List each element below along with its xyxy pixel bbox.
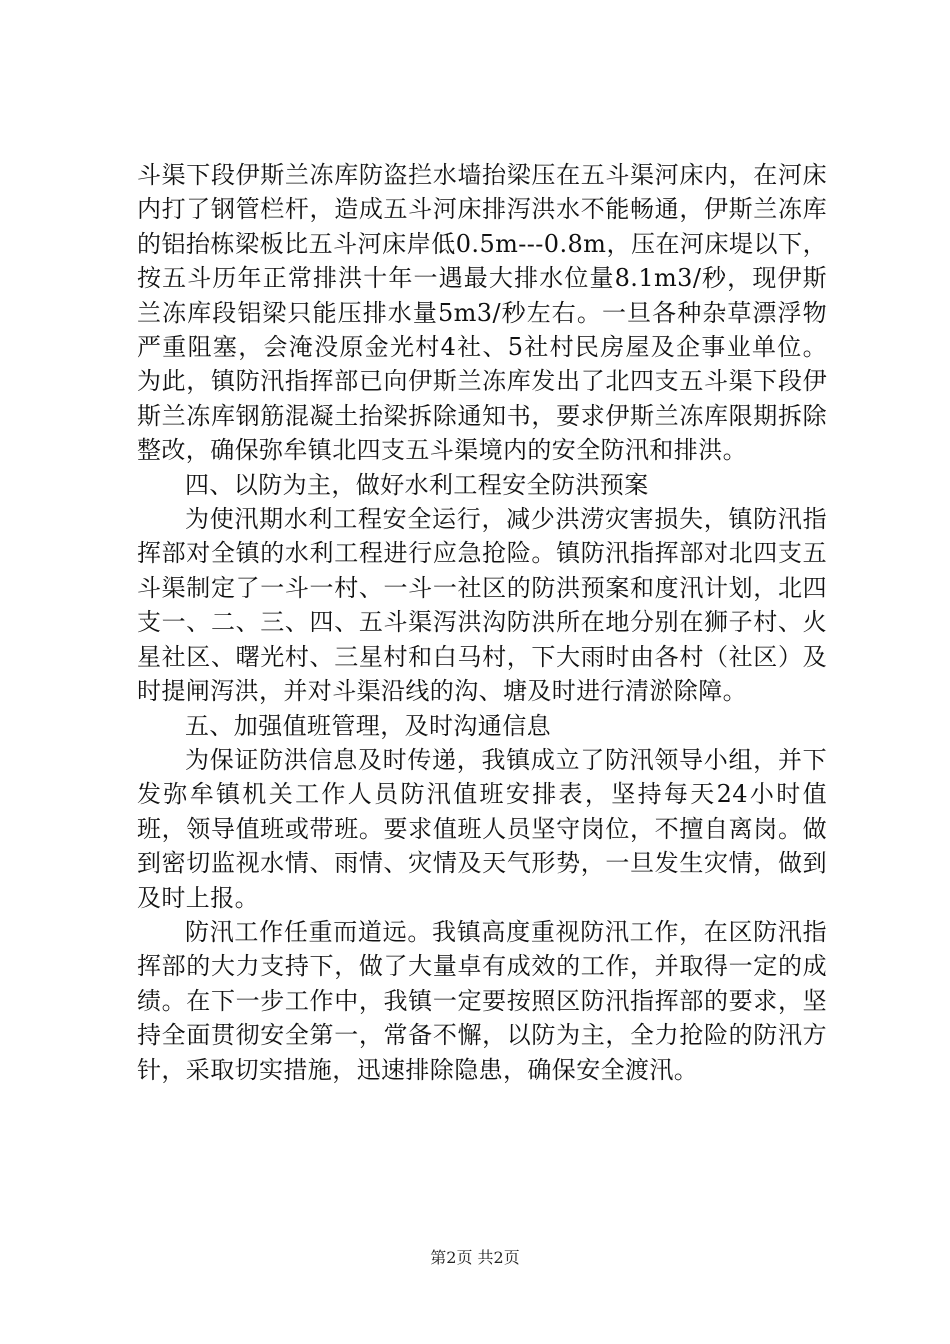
paragraph-section-5: 为保证防洪信息及时传递，我镇成立了防汛领导小组，并下发弥牟镇机关工作人员防汛值班安排表，坚持每天24小时值班，领导值班或带班。要求值班人员坚守岗位，不擅自离岗。做到密切监视水情、雨情、灾情及天气形势，一旦发生灾情，做到及时上报。 bbox=[137, 745, 827, 912]
paragraph-section-4: 为使汛期水利工程安全运行，减少洪涝灾害损失，镇防汛指挥部对全镇的水利工程进行应急抢险。镇防汛指挥部对北四支五斗渠制定了一斗一村、一斗一社区的防洪预案和度汛计划，北四支一、二、三、四、五斗渠泻洪沟防洪所在地分别在狮子村、火星社区、曙光村、三星村和白马村，下大雨时由各村（社区）及时提闸泻洪，并对斗渠沿线的沟、塘及时进行清淤除障。 bbox=[137, 505, 827, 706]
section-heading-4: 四、以防为主，做好水利工程安全防洪预案 bbox=[185, 470, 649, 499]
paragraph-conclusion: 防汛工作任重而道远。我镇高度重视防汛工作，在区防汛指挥部的大力支持下，做了大量卓有成效的工作，并取得一定的成绩。在下一步工作中，我镇一定要按照区防汛指挥部的要求，坚持全面贯彻安全第一，常备不懈，以防为主，全力抢险的防汛方针，采取切实措施，迅速排除隐患，确保安全渡汛。 bbox=[137, 917, 827, 1084]
section-heading-5: 五、加强值班管理，及时沟通信息 bbox=[185, 711, 551, 740]
page-footer: 第2页 共2页 bbox=[430, 1248, 520, 1267]
paragraph-continuation: 斗渠下段伊斯兰冻库防盗拦水墙抬梁压在五斗渠河床内，在河床内打了钢管栏杆，造成五斗河床排泻洪水不能畅通，伊斯兰冻库的铝抬栋梁板比五斗河床岸低0.5m---0.8m，压在河床堤以下，按五斗历年正常排洪十年一遇最大排水位量8.1m3/秒，现伊斯兰冻库段铝梁只能压排水量5m3/秒左右。一旦各种杂草漂浮物严重阻塞，会淹没原金光村4社、5社村民房屋及企事业单位。为此，镇防汛指挥部已向伊斯兰冻库发出了北四支五斗渠下段伊斯兰冻库钢筋混凝土抬梁拆除通知书，要求伊斯兰冻库限期拆除整改，确保弥牟镇北四支五斗渠境内的安全防汛和排洪。 bbox=[137, 161, 827, 465]
document-body bbox=[137, 158, 827, 1087]
